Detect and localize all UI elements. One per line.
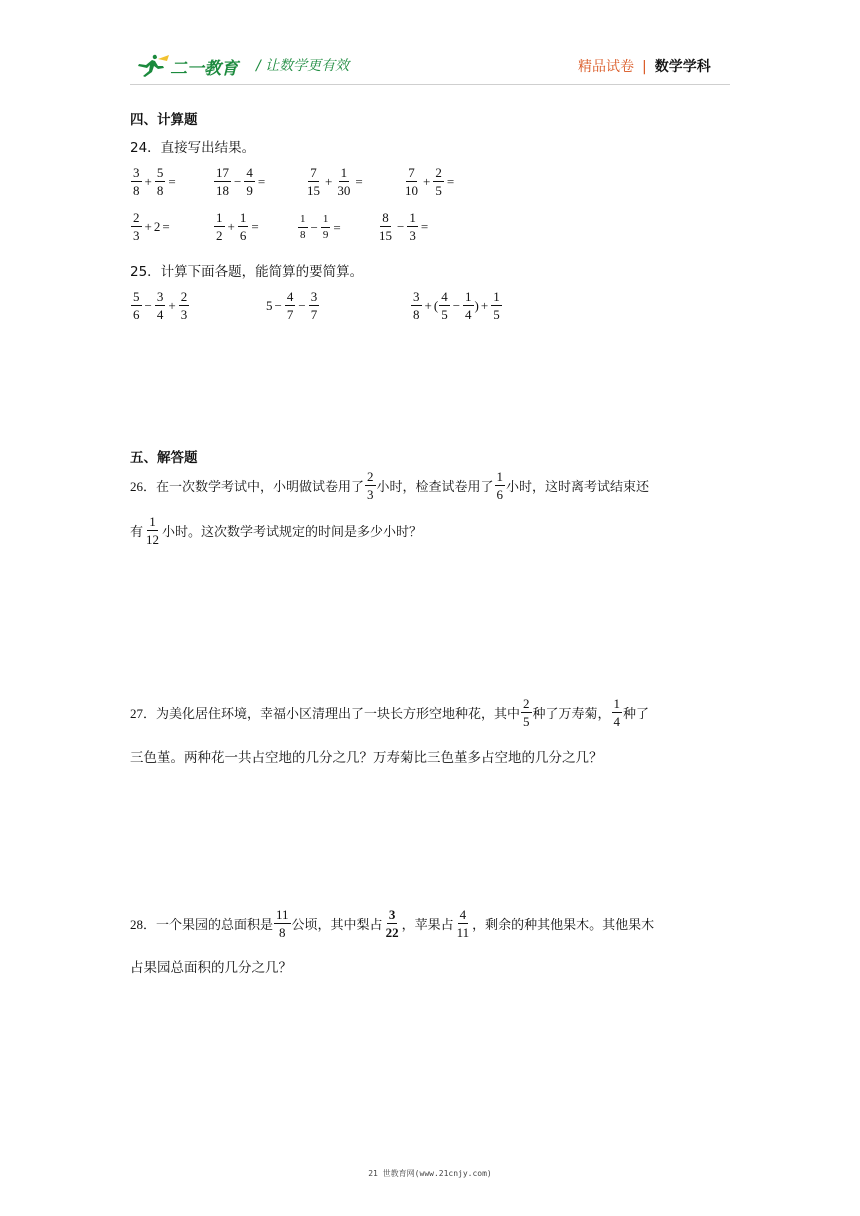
expr-24-7: $\frac{1}{8}$ − $\frac{1}{9}$ = — [300, 213, 341, 241]
logo-text: 二一教育 — [170, 59, 238, 79]
expr-24-2: $\frac{17}{18}$ − $\frac{4}{9}$ = — [216, 165, 266, 198]
header-subject: 数学学科 — [654, 59, 711, 75]
slogan: / 让数学更有效 — [256, 58, 350, 74]
question-28-line1: 28．一个果园的总面积是 $\frac{11}{8}$ 公顷，其中梨占 $\frac{3}{22}$ ，苹果占 $\frac{4}{11}$ ，剩余的种其他果木。其他果木 — [130, 907, 655, 940]
expr-24-6: $\frac{1}{2}$ + $\frac{1}{6}$ = — [216, 210, 259, 243]
section-title-calc: 四、计算题 — [130, 112, 198, 128]
expr-24-1: $\frac{3}{8}$ + $\frac{5}{8}$ = — [133, 165, 176, 198]
question-24-stem: 24．直接写出结果。 — [130, 140, 256, 156]
question-25-stem: 25．计算下面各题，能简算的要简算。 — [130, 264, 364, 280]
question-27-line2: 三色堇。两种花一共占空地的几分之几？万寿菊比三色堇多占空地的几分之几？ — [130, 750, 603, 766]
section-title-solve: 五、解答题 — [130, 450, 198, 466]
expr-25-2: 5 − $\frac{4}{7}$ − $\frac{3}{7}$ — [266, 289, 318, 322]
expr-24-5: $\frac{2}{3}$ + 2 = — [133, 210, 170, 243]
question-26-line1: 26．在一次数学考试中，小明做试卷用了 $\frac{2}{3}$ 小时，检查试卷用了 $\frac{1}{6}$ 小时，这时离考试结束还 — [130, 469, 650, 502]
question-27-line1: 27．为美化居住环境，幸福小区清理出了一块长方形空地种花，其中 $\frac{2}{5}$ 种了万寿菊， $\frac{1}{4}$ 种了 — [130, 696, 650, 729]
header-separator: | — [642, 59, 647, 75]
question-28-line2: 占果园总面积的几分之几？ — [130, 960, 292, 976]
expr-25-3: $\frac{3}{8}$ + ( $\frac{4}{5}$ − $\frac{1}{4}$ ) + $\frac{1}{5}$ — [413, 289, 500, 322]
brand-logo — [136, 52, 246, 78]
page-footer: 21 世教育网(www.21cnjy.com) — [368, 1169, 492, 1178]
runner-logo-icon — [136, 52, 170, 78]
header-tag-premium: 精品试卷 — [578, 59, 634, 75]
expr-24-8: $\frac{8}{15}$ − $\frac{1}{3}$ = — [379, 210, 429, 243]
question-26-line2: 有 $\frac{1}{12}$ 小时。这次数学考试规定的时间是多少小时？ — [130, 514, 423, 547]
expr-24-4: $\frac{7}{10}$ + $\frac{2}{5}$ = — [405, 165, 455, 198]
expr-25-1: $\frac{5}{6}$ − $\frac{3}{4}$ + $\frac{2}{3}$ — [133, 289, 188, 322]
expr-24-3: $\frac{7}{15}$ + $\frac{1}{30}$ = — [307, 165, 363, 198]
header-divider — [130, 84, 730, 85]
header-right — [578, 56, 711, 76]
